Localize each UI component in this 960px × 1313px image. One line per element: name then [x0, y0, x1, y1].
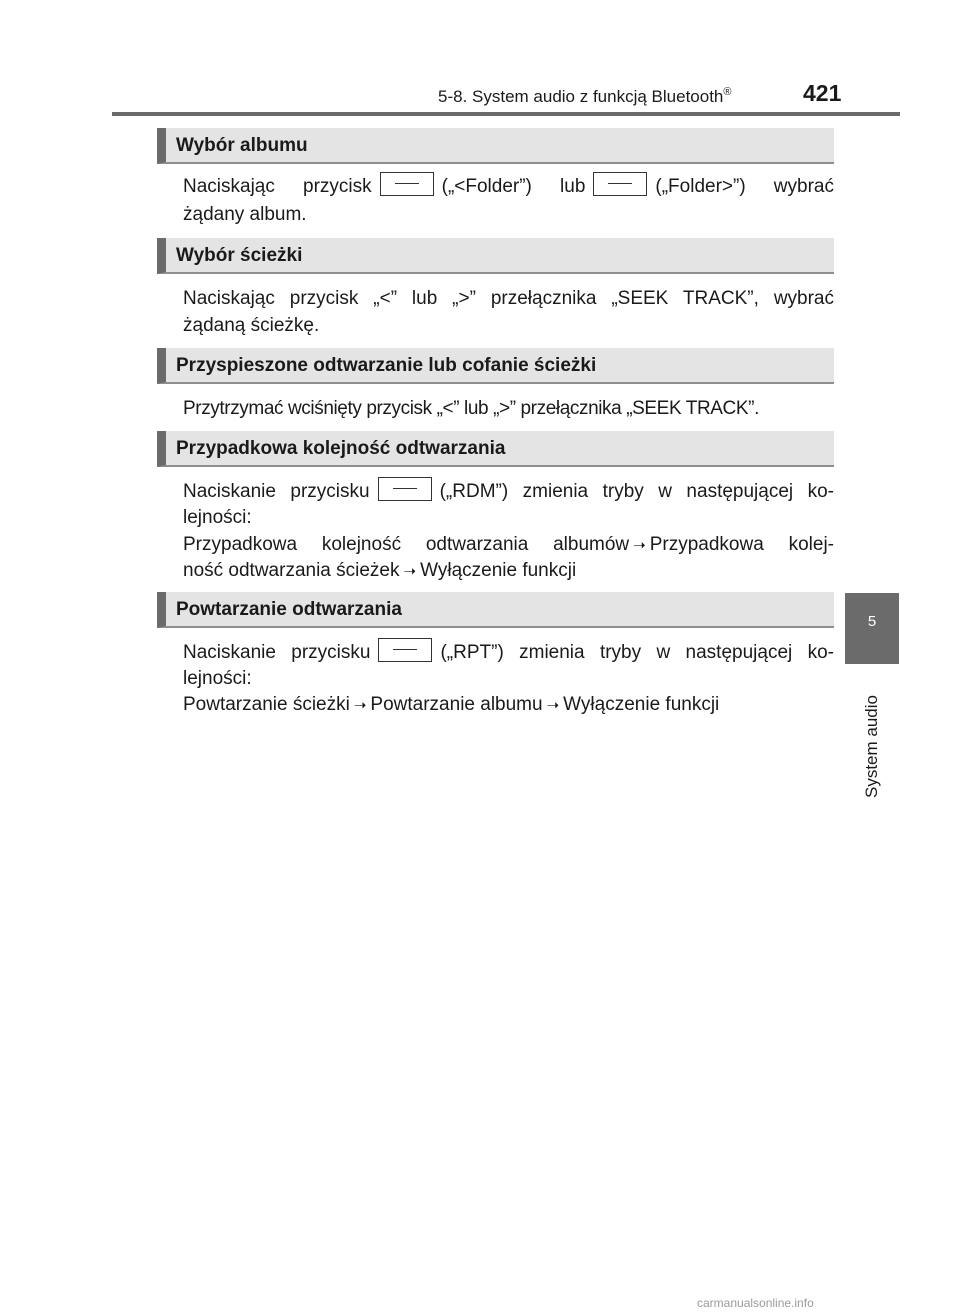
section-heading-repeat: Powtarzanie odtwarzania	[157, 592, 834, 628]
section-heading-track: Wybór ścieżki	[157, 238, 834, 274]
paragraph-track-line2: żądaną ścieżkę.	[183, 315, 320, 336]
page-number: 421	[803, 80, 842, 106]
rpt-button-icon	[378, 638, 432, 662]
paragraph-fast-forward: Przytrzymać wciśnięty przycisk „<” lub „>” przełącznika „SEEK TRACK”.	[183, 398, 759, 419]
header-section-title: 5-8. System audio z funkcją Bluetooth®	[438, 86, 732, 106]
paragraph-repeat-line3: Powtarzanie ścieżki ➝ Powtarzanie albumu ➝ Wyłączenie funkcji	[183, 694, 720, 715]
rdm-button-icon	[378, 477, 432, 501]
header-divider	[112, 112, 900, 116]
folder-down-button-icon	[380, 172, 434, 196]
paragraph-repeat-line1: Naciskanie przycisku („RPT”) zmienia tryby w następującej ko-	[183, 638, 834, 668]
paragraph-random-line1: Naciskanie przycisku („RDM”) zmienia tryby w następującej ko-	[183, 477, 834, 507]
paragraph-repeat-line2: lejności:	[183, 668, 252, 689]
registered-mark: ®	[723, 86, 732, 98]
arrow-right-icon: ➝	[633, 537, 646, 554]
footer-watermark: carmanualsonline.info	[697, 1296, 814, 1310]
chapter-number: 5	[867, 613, 877, 630]
section-heading-random: Przypadkowa kolejność odtwarzania	[157, 431, 834, 467]
section-heading-album: Wybór albumu	[157, 128, 834, 164]
paragraph-random-line4: ność odtwarzania ścieżek ➝ Wyłączenie funkcji	[183, 560, 577, 581]
chapter-title: System audio	[862, 695, 881, 798]
arrow-right-icon: ➝	[353, 697, 367, 714]
paragraph-album-line2: żądany album.	[183, 204, 307, 225]
paragraph-random-line3: Przypadkowa kolejność odtwarzania albumów ➝ Przypadkowa kolej-	[183, 534, 834, 555]
arrow-right-icon: ➝	[546, 697, 560, 714]
section-heading-fast-forward: Przyspieszone odtwarzanie lub cofanie ścieżki	[157, 348, 834, 384]
folder-up-button-icon	[593, 172, 647, 196]
paragraph-track-line1: Naciskając przycisk „<” lub „>” przełącznika „SEEK TRACK”, wybrać	[183, 288, 834, 309]
paragraph-album-line1: Naciskając przycisk („<Folder”) lub („Folder>”) wybrać	[183, 172, 834, 202]
paragraph-random-line2: lejności:	[183, 507, 252, 528]
arrow-right-icon: ➝	[403, 563, 417, 580]
